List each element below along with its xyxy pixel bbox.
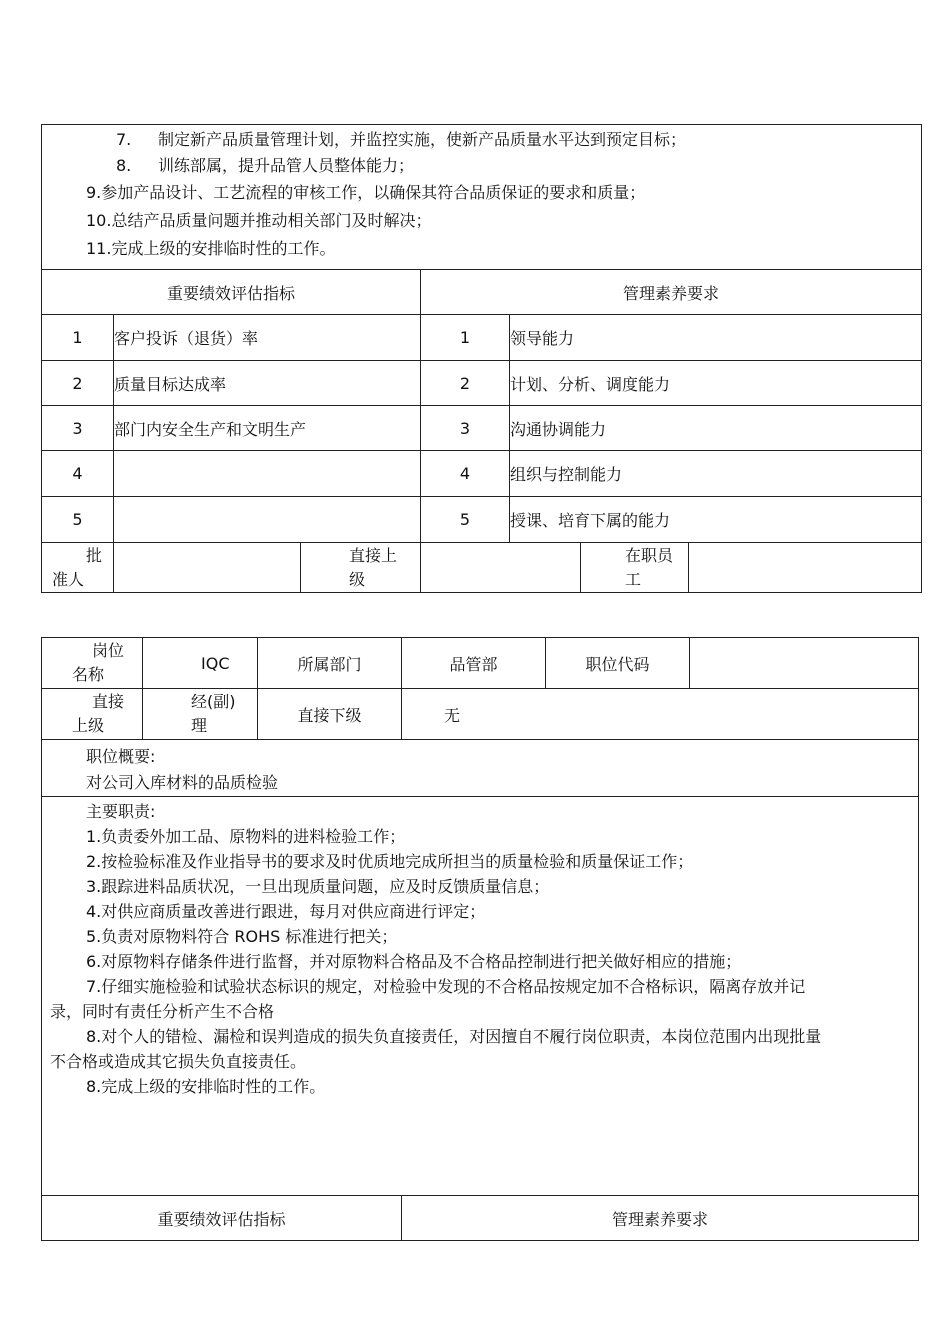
direct-subordinate-value: 无 [402,689,919,740]
duty-item: 11.完成上级的安排临时性的工作。 [86,239,336,258]
position-code-label: 职位代码 [546,638,690,689]
position-name-value: IQC [143,638,258,689]
duty-item-continued: 录，同时有责任分析产生不合格 [50,1002,275,1021]
department-value: 品管部 [402,638,546,689]
direct-subordinate-label: 直接下级 [258,689,402,740]
kpi-item [114,451,421,497]
quality-number: 2 [421,361,510,406]
quality-item: 组织与控制能力 [510,451,922,497]
employee-label: 在职员 工 [581,543,689,593]
kpi-number: 4 [42,451,114,497]
duty-item: 8.完成上级的安排临时性的工作。 [86,1077,326,1096]
quality-item: 计划、分析、调度能力 [510,361,922,406]
direct-supervisor-value: 经(副) 理 [143,689,258,740]
quality-header: 管理素养要求 [421,270,922,315]
quality-item: 领导能力 [510,315,922,361]
duty-item: 7.仔细实施检验和试验状态标识的规定，对检验中发现的不合格品按规定加不合格标识，隔离存放并记 [86,977,806,996]
department-label: 所属部门 [258,638,402,689]
quality-header: 管理素养要求 [402,1196,919,1241]
kpi-item: 客户投诉（退货）率 [114,315,421,361]
position-code-value[interactable] [690,638,919,689]
iqc-job-description-table [41,637,919,1241]
signature-row [42,543,922,593]
table-row [42,406,922,451]
quality-item: 沟通协调能力 [510,406,922,451]
kpi-number: 3 [42,406,114,451]
quality-number: 1 [421,315,510,361]
duty-item: 4.对供应商质量改善进行跟进，每月对供应商进行评定； [86,902,486,921]
quality-number: 3 [421,406,510,451]
duty-item: 5.负责对原物料符合 ROHS 标准进行把关； [86,927,398,946]
summary-label: 职位概要: [86,747,156,766]
summary-text: 对公司入库材料的品质检验 [86,773,279,792]
duty-item: 10.总结产品质量问题并推动相关部门及时解决； [86,211,432,230]
kpi-item: 部门内安全生产和文明生产 [114,406,421,451]
table-row [42,497,922,543]
kpi-item [114,497,421,543]
table-row [42,451,922,497]
duty-item: 1.负责委外加工品、原物料的进料检验工作； [86,827,406,846]
supervisor-label: 直接上 级 [301,543,421,593]
duty-item: 8. 训练部属，提升品管人员整体能力； [116,156,415,175]
position-summary [42,740,919,797]
duties-label: 主要职责: [86,802,156,821]
kpi-number: 2 [42,361,114,406]
main-duties [42,797,919,1196]
approver-label: 批 准人 [42,543,114,593]
duty-item: 6.对原物料存储条件进行监督，并对原物料合格品及不合格品控制进行把关做好相应的措施； [86,952,742,971]
table-row [42,315,922,361]
direct-supervisor-label: 直接 上级 [42,689,143,740]
duty-item: 9.参加产品设计、工艺流程的审核工作，以确保其符合品质保证的要求和质量； [86,183,646,202]
position-name-label: 岗位 名称 [42,638,143,689]
kpi-number: 5 [42,497,114,543]
kpi-item: 质量目标达成率 [114,361,421,406]
quality-number: 4 [421,451,510,497]
quality-number: 5 [421,497,510,543]
kpi-number: 1 [42,315,114,361]
duty-item: 2.按检验标准及作业指导书的要求及时优质地完成所担当的质量检验和质量保证工作； [86,852,694,871]
kpi-header: 重要绩效评估指标 [42,270,421,315]
duty-item: 3.跟踪进料品质状况，一旦出现质量问题，应及时反馈质量信息； [86,877,550,896]
approver-signature-field[interactable] [114,543,301,593]
table-row [42,361,922,406]
duty-item-continued: 不合格或造成其它损失负直接责任。 [50,1052,307,1071]
duty-item: 8.对个人的错检、漏检和误判造成的损失负直接责任，对因擅自不履行岗位职责，本岗位范围内出现批量 [86,1027,822,1046]
duties-cell [42,125,922,270]
supervisor-signature-field[interactable] [421,543,581,593]
duty-item: 7. 制定新产品质量管理计划，并监控实施，使新产品质量水平达到预定目标； [116,130,687,149]
quality-item: 授课、培育下属的能力 [510,497,922,543]
employee-signature-field[interactable] [689,543,922,593]
job-description-table-continued [41,124,922,593]
kpi-header: 重要绩效评估指标 [42,1196,402,1241]
